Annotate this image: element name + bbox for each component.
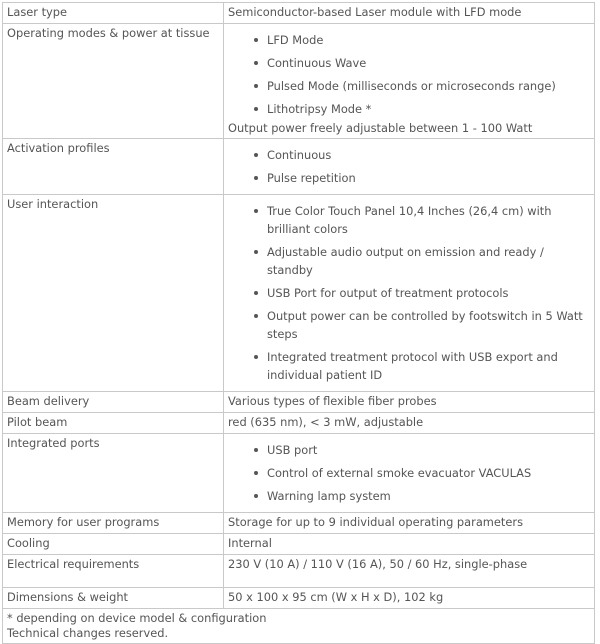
list-item: True Color Touch Panel 10,4 Inches (26,4 cm) with brilliant colors bbox=[254, 202, 590, 238]
output-power-text: Output power freely adjustable between 1 - 100 Watt bbox=[228, 121, 533, 135]
row-dimensions bbox=[3, 588, 595, 609]
row-label: Beam delivery bbox=[3, 392, 224, 413]
row-operating-modes bbox=[3, 24, 595, 139]
row-value: red (635 nm), < 3 mW, adjustable bbox=[224, 413, 595, 434]
row-beam-delivery bbox=[3, 392, 595, 413]
row-value: Storage for up to 9 individual operating parameters bbox=[224, 513, 595, 534]
row-label: Integrated ports bbox=[3, 434, 224, 513]
row-label: Activation profiles bbox=[3, 139, 224, 195]
bullet-list bbox=[228, 441, 590, 505]
row-value bbox=[224, 24, 595, 139]
bullet-list bbox=[228, 146, 590, 187]
row-cooling bbox=[3, 534, 595, 555]
row-laser-type bbox=[3, 3, 595, 24]
row-value bbox=[224, 434, 595, 513]
disclaimer: Technical changes reserved. bbox=[7, 626, 169, 640]
list-item: LFD Mode bbox=[254, 31, 590, 49]
row-footer bbox=[3, 609, 595, 644]
row-label: Operating modes & power at tissue bbox=[3, 24, 224, 139]
row-value: 230 V (10 A) / 110 V (16 A), 50 / 60 Hz, single-phase bbox=[224, 555, 595, 588]
row-label bbox=[3, 555, 224, 588]
row-electrical bbox=[3, 555, 595, 588]
row-label: Laser type bbox=[3, 3, 224, 24]
list-item: Integrated treatment protocol with USB export and individual patient ID bbox=[254, 348, 590, 384]
row-pilot-beam bbox=[3, 413, 595, 434]
row-value: Various types of flexible fiber probes bbox=[224, 392, 595, 413]
footer-cell bbox=[3, 609, 595, 644]
list-item: Lithotripsy Mode * bbox=[254, 100, 590, 118]
row-label: Pilot beam bbox=[3, 413, 224, 434]
list-item: Pulse repetition bbox=[254, 169, 590, 187]
list-item: Warning lamp system bbox=[254, 487, 590, 505]
list-item: USB Port for output of treatment protocols bbox=[254, 284, 590, 302]
bullet-list bbox=[228, 202, 590, 384]
row-label: User interaction bbox=[3, 195, 224, 392]
list-item: Continuous bbox=[254, 146, 590, 164]
row-value bbox=[224, 139, 595, 195]
row-integrated-ports bbox=[3, 434, 595, 513]
row-memory bbox=[3, 513, 595, 534]
row-value bbox=[224, 195, 595, 392]
row-label: Memory for user programs bbox=[3, 513, 224, 534]
list-item: Pulsed Mode (milliseconds or microseconds range) bbox=[254, 77, 590, 95]
row-label: Cooling bbox=[3, 534, 224, 555]
row-value: Semiconductor-based Laser module with LFD mode bbox=[224, 3, 595, 24]
list-item: Control of external smoke evacuator VACULAS bbox=[254, 464, 590, 482]
bullet-list bbox=[228, 31, 590, 118]
row-label-text: Electrical requirements bbox=[7, 557, 140, 571]
list-item: Output power can be controlled by footswitch in 5 Watt steps bbox=[254, 307, 590, 343]
list-item: Continuous Wave bbox=[254, 54, 590, 72]
row-user-interaction bbox=[3, 195, 595, 392]
row-value: 50 x 100 x 95 cm (W x H x D), 102 kg bbox=[224, 588, 595, 609]
row-activation-profiles bbox=[3, 139, 595, 195]
row-value: Internal bbox=[224, 534, 595, 555]
list-item: Adjustable audio output on emission and ready / standby bbox=[254, 243, 590, 279]
row-label: Dimensions & weight bbox=[3, 588, 224, 609]
list-item: USB port bbox=[254, 441, 590, 459]
footnote: * depending on device model & configuration bbox=[7, 611, 267, 625]
spec-table bbox=[2, 2, 595, 644]
